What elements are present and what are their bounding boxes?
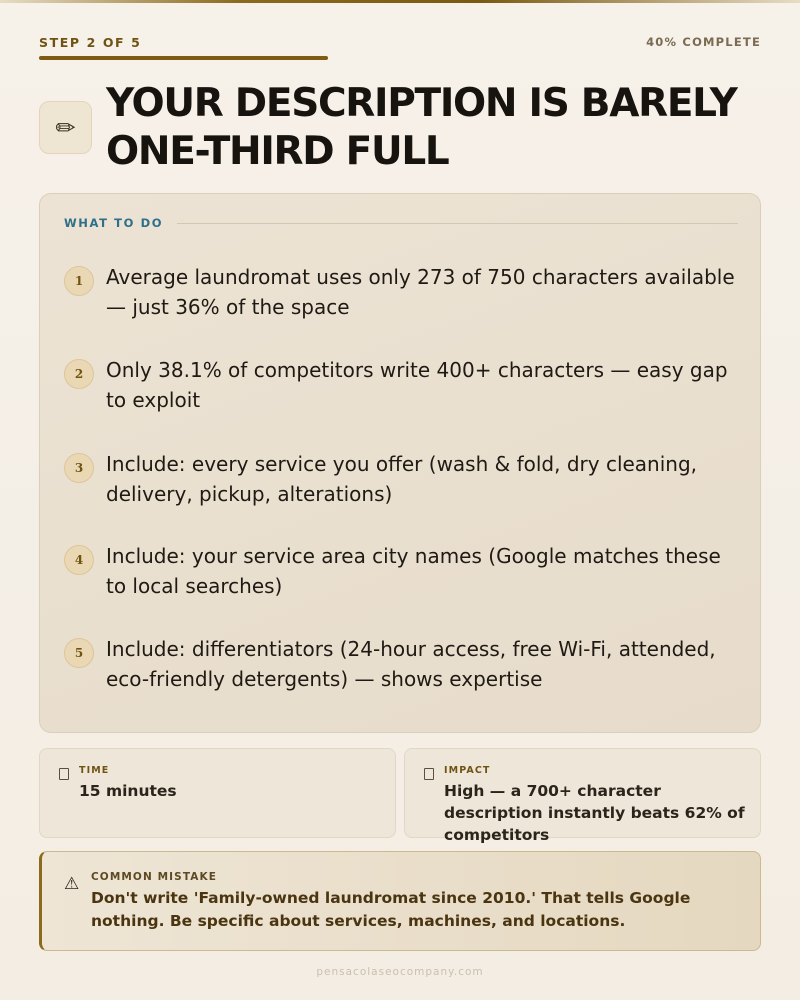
- list-item: [64, 541, 744, 611]
- warning-icon: ⚠: [64, 874, 80, 894]
- progress-percent-label: 40% COMPLETE: [646, 35, 761, 49]
- footer-domain: pensacolaseocompany.com: [316, 966, 484, 978]
- impact-label: IMPACT: [444, 765, 491, 776]
- list-item-text: Average laundromat uses only 273 of 750 characters available — just 36% of the space: [106, 265, 735, 319]
- list-item: [64, 449, 744, 519]
- clock-icon: [59, 768, 69, 780]
- impact-value: High — a 700+ character description instantly beats 62% of competitors: [444, 782, 745, 844]
- step-number-badge: 5: [64, 638, 94, 668]
- what-to-do-card: [39, 193, 761, 733]
- common-mistake-card: [39, 851, 761, 951]
- step-header: [39, 34, 761, 50]
- step-number-badge: 3: [64, 453, 94, 483]
- impact-card: [404, 748, 761, 844]
- step-label: STEP 2 OF 5: [39, 34, 142, 50]
- time-value: 15 minutes: [79, 782, 177, 800]
- list-item-text: Include: your service area city names (Google matches these to local searches): [106, 544, 721, 598]
- what-to-do-label: WHAT TO DO: [64, 216, 164, 230]
- time-card: [39, 748, 396, 838]
- list-item-text: Include: every service you offer (wash & fold, dry cleaning, delivery, pickup, alterations): [106, 452, 698, 506]
- list-item: [64, 262, 744, 332]
- page-title: YOUR DESCRIPTION IS BARELY ONE-THIRD FULL: [106, 81, 737, 174]
- step-number-badge: 1: [64, 266, 94, 296]
- common-mistake-label: COMMON MISTAKE: [91, 871, 217, 883]
- what-to-do-heading: [64, 215, 738, 231]
- step-number-badge: 4: [64, 545, 94, 575]
- chart-icon: [424, 768, 434, 780]
- heading-divider: [177, 223, 738, 224]
- list-item-text: Include: differentiators (24-hour access, free Wi-Fi, attended, eco-friendly detergents) — shows expertise: [106, 637, 716, 691]
- time-label: TIME: [79, 765, 110, 776]
- top-accent-bar: [0, 0, 800, 3]
- list-item: [64, 355, 744, 425]
- pencil-icon: ✏: [39, 101, 92, 154]
- common-mistake-text: Don't write 'Family-owned laundromat since 2010.' That tells Google nothing. Be specific about services, machines, and locations.: [91, 889, 691, 930]
- step-number-badge: 2: [64, 359, 94, 389]
- list-item: [64, 634, 744, 704]
- progress-bar-fill: [39, 56, 328, 60]
- list-item-text: Only 38.1% of competitors write 400+ characters — easy gap to exploit: [106, 358, 728, 412]
- progress-bar: [39, 56, 761, 60]
